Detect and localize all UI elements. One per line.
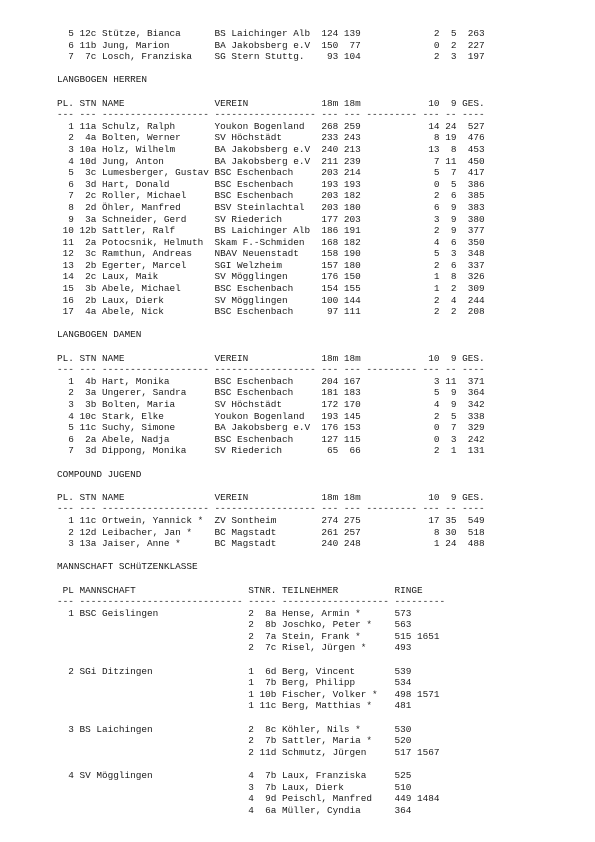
text-line: 5 3c Lumesberger, Gustav BSC Eschenbach 203 214 5 7 417 <box>57 167 485 179</box>
text-line: 5 11c Suchy, Simone BA Jakobsberg e.V 176 153 0 7 329 <box>57 422 485 434</box>
text-line: 16 2b Laux, Dierk SV Mögglingen 100 144 2 4 244 <box>57 294 485 306</box>
text-line: --- --- ------------------- ------------------ --- --- --------- --- -- ---- <box>57 364 485 376</box>
text-line: 4 9d Peischl, Manfred 449 1484 <box>57 793 440 805</box>
text-line <box>57 63 485 75</box>
text-line: 1 4b Hart, Monika BSC Eschenbach 204 167 3 11 371 <box>57 375 485 387</box>
text-line: 2 4a Bolten, Werner SV Höchstädt 233 243 8 19 476 <box>57 132 485 144</box>
text-line: 7 2c Roller, Michael BSC Eschenbach 203 182 2 6 385 <box>57 190 485 202</box>
text-line: 14 2c Laux, Maik SV Mögglingen 176 150 1 8 326 <box>57 271 485 283</box>
text-line: 1 11c Ortwein, Yannick * ZV Sontheim 274 275 17 35 549 <box>57 514 485 526</box>
text-line: 4 SV Mögglingen 4 7b Laux, Franziska 525 <box>57 770 412 781</box>
text-line: MANNSCHAFT SCHüTZENKLASSE <box>57 561 198 573</box>
text-line: --- --- ------------------- ------------------ --- --- --------- --- -- ---- <box>57 109 485 121</box>
text-line: 2 11d Schmutz, Jürgen 517 1567 <box>57 746 440 758</box>
text-line <box>57 550 485 562</box>
text-line: LANGBOGEN HERREN <box>57 74 148 86</box>
text-line: 10 12b Sattler, Ralf BS Laichinger Alb 186 191 2 9 377 <box>57 225 485 237</box>
text-line <box>57 86 485 98</box>
text-line: 2 8b Joschko, Peter * 563 <box>57 619 412 631</box>
text-line: --- --- ------------------- ------------------ --- --- --------- --- -- ---- <box>57 503 485 515</box>
text-line: 3 10a Holz, Wilhelm BA Jakobsberg e.V 240 213 13 8 453 <box>57 143 485 155</box>
text-line: 2 12d Leibacher, Jan * BC Magstadt 261 257 8 30 518 <box>57 526 485 538</box>
text-line <box>57 712 485 724</box>
text-line: 3 13a Jaiser, Anne * BC Magstadt 240 248 1 24 488 <box>57 538 485 550</box>
text-line <box>57 318 485 330</box>
text-line: 7 3d Dippong, Monika SV Riederich 65 66 2 1 131 <box>57 445 485 457</box>
text-line: 1 7b Berg, Philipp 534 <box>57 677 412 689</box>
text-line: 11 2a Potocsnik, Helmuth Skam F.-Schmiden 168 182 4 6 350 <box>57 236 485 248</box>
text-line: 6 2a Abele, Nadja BSC Eschenbach 127 115 0 3 242 <box>57 433 485 445</box>
text-line: LANGBOGEN DAMEN <box>57 329 142 341</box>
text-line: 6 3d Hart, Donald BSC Eschenbach 193 193 0 5 386 <box>57 178 485 190</box>
text-line: 4 6a Müller, Cyndia 364 <box>57 804 412 816</box>
text-line: 12 3c Ramthun, Andreas NBAV Neuenstadt 158 190 5 3 348 <box>57 248 485 260</box>
text-line: 1 11a Schulz, Ralph Youkon Bogenland 268 259 14 24 527 <box>57 120 485 132</box>
text-line: 17 4a Abele, Nick BSC Eschenbach 97 111 2 2 208 <box>57 306 485 318</box>
text-line <box>57 654 485 666</box>
text-line: COMPOUND JUGEND <box>57 468 142 480</box>
text-line: 13 2b Egerter, Marcel SGI Welzheim 157 180 2 6 337 <box>57 259 485 271</box>
text-line: 1 BSC Geislingen 2 8a Hense, Armin * 573 <box>57 607 412 619</box>
text-line: PL. STN NAME VEREIN 18m 18m 10 9 GES. <box>57 352 485 364</box>
text-line <box>57 457 485 469</box>
text-line: 4 10c Stark, Elke Youkon Bogenland 193 145 2 5 338 <box>57 410 485 422</box>
text-line: 2 SGi Ditzingen 1 6d Berg, Vincent 539 <box>57 665 412 677</box>
text-line: 3 BS Laichingen 2 8c Köhler, Nils * 530 <box>57 723 412 735</box>
text-line: PL. STN NAME VEREIN 18m 18m 10 9 GES. <box>57 491 485 503</box>
text-line: 2 7b Sattler, Maria * 520 <box>57 735 412 747</box>
text-line: 3 7b Laux, Dierk 510 <box>57 781 412 793</box>
text-line <box>57 480 485 492</box>
text-line: 6 11b Jung, Marion BA Jakobsberg e.V 150 77 0 2 227 <box>57 39 485 51</box>
text-line: 1 10b Fischer, Volker * 498 1571 <box>57 688 440 700</box>
text-line: 9 3a Schneider, Gerd SV Riederich 177 203 3 9 380 <box>57 213 485 225</box>
text-line: 2 7c Risel, Jürgen * 493 <box>57 642 412 654</box>
text-line: PL MANNSCHAFT STNR. TEILNEHMER RINGE <box>57 584 423 596</box>
text-line: 5 12c Stütze, Bianca BS Laichinger Alb 124 139 2 5 263 <box>57 28 485 39</box>
text-line <box>57 758 485 770</box>
text-line: 2 7a Stein, Frank * 515 1651 <box>57 630 440 642</box>
text-line <box>57 341 485 353</box>
results-listing <box>57 28 485 816</box>
text-line: 8 2d Öhler, Manfred BSV Steinlachtal 203 180 6 9 383 <box>57 201 485 213</box>
text-line: 2 3a Ungerer, Sandra BSC Eschenbach 181 183 5 9 364 <box>57 387 485 399</box>
text-line: PL. STN NAME VEREIN 18m 18m 10 9 GES. <box>57 97 485 109</box>
text-line: 4 10d Jung, Anton BA Jakobsberg e.V 211 239 7 11 450 <box>57 155 485 167</box>
text-line <box>57 573 485 585</box>
text-line: 7 7c Losch, Franziska SG Stern Stuttg. 93 104 2 3 197 <box>57 51 485 63</box>
text-line: --- ----------------------------- ----- ------------------- --------- <box>57 596 446 608</box>
text-line: 15 3b Abele, Michael BSC Eschenbach 154 155 1 2 309 <box>57 283 485 295</box>
text-line: 1 11c Berg, Matthias * 481 <box>57 700 412 712</box>
text-line: 3 3b Bolten, Maria SV Höchstädt 172 170 4 9 342 <box>57 399 485 410</box>
